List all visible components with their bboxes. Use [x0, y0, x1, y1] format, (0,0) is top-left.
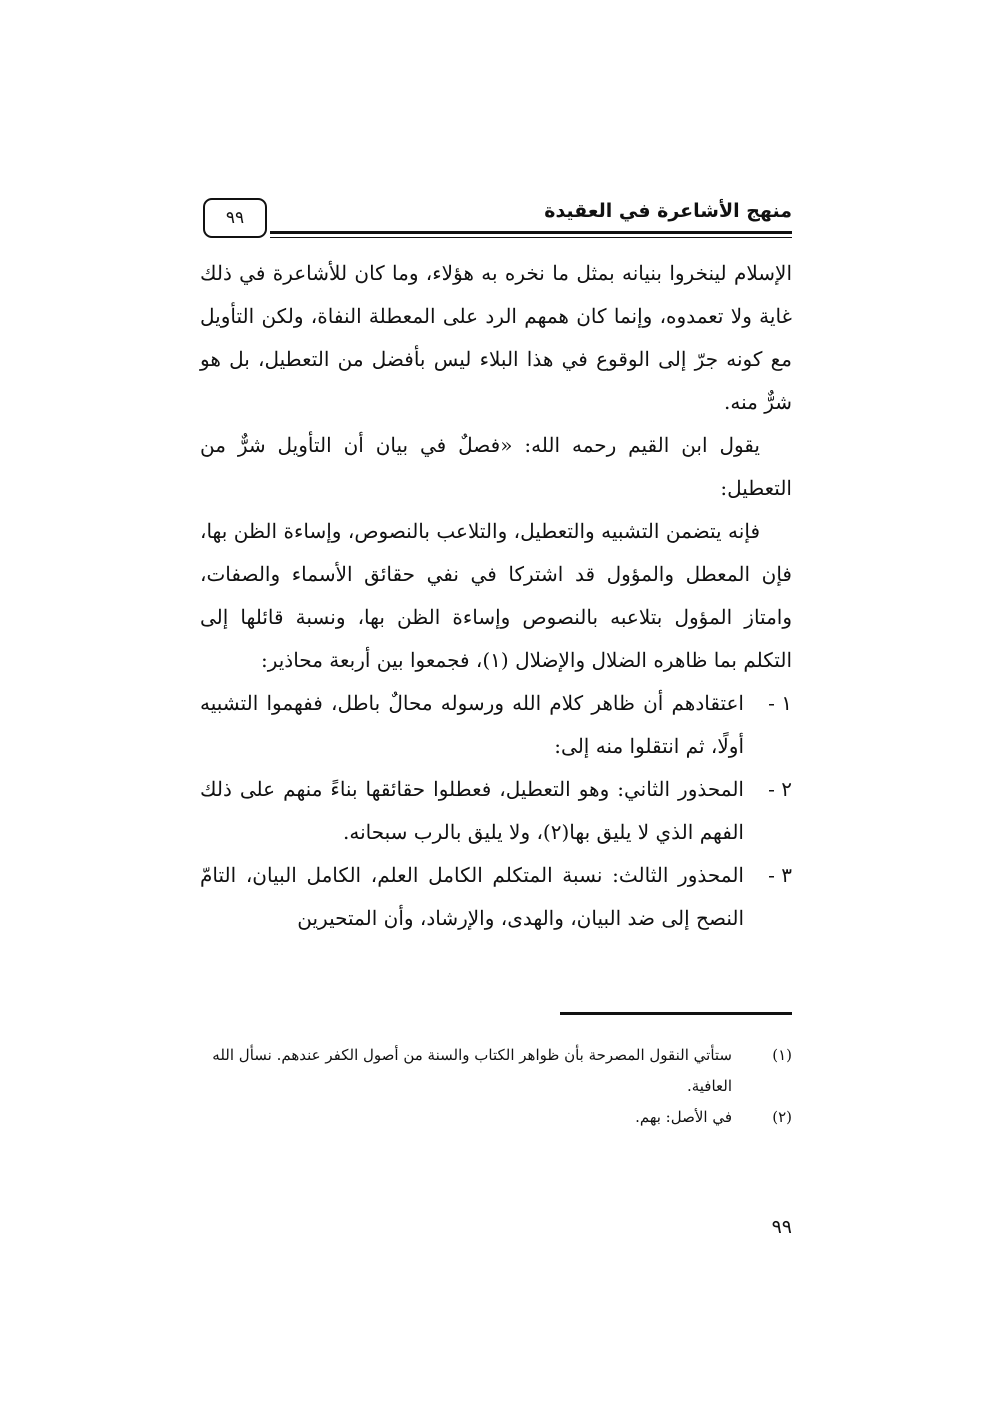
running-header-title: منهج الأشاعرة في العقيدة	[544, 200, 792, 222]
footnote	[200, 1040, 792, 1102]
paragraph-1: الإسلام لينخروا بنيانه بمثل ما نخره به هؤلاء، وما كان للأشاعرة في ذلك غاية ولا تعمدوه، وإنما كان همهم الرد على المعطلة النفاة، ولكن التأويل مع كونه جرّ إلى الوقوع في هذا البلاء ليس بأفضل من التعطيل، بل هو شرٌّ منه.	[200, 261, 792, 414]
footnote-number: (٢)	[772, 1108, 792, 1126]
list-item-text: المحذور الثاني: وهو التعطيل، فعطلوا حقائقها بناءً منهم على ذلك الفهم الذي لا يليق بها(٢)، ولا يليق بالرب سبحانه.	[200, 777, 744, 844]
header-rule	[270, 231, 792, 238]
list-item-number: ٢ -	[768, 777, 792, 801]
list-item-text: المحذور الثالث: نسبة المتكلم الكامل العلم، الكامل البيان، التامّ النصح إلى ضد البيان، والهدى، والإرشاد، وأن المتحيرين	[200, 863, 744, 930]
list-item-number: ١ -	[768, 691, 792, 715]
footnotes	[200, 1040, 792, 1133]
list-item	[200, 854, 792, 940]
footnote-text: في الأصل: بهم.	[635, 1108, 732, 1126]
list-item-number: ٣ -	[768, 863, 792, 887]
footnote-separator	[560, 1012, 792, 1015]
footnote	[200, 1102, 792, 1133]
paragraph-2: يقول ابن القيم رحمه الله: «فصلٌ في بيان أن التأويل شرٌّ من التعطيل:	[200, 433, 792, 500]
paragraph-3: فإنه يتضمن التشبيه والتعطيل، والتلاعب بالنصوص، وإساءة الظن بها، فإن المعطل والمؤول قد اشتركا في نفي حقائق الأسماء والصفات، وامتاز المؤول بتلاعبه بالنصوص وإساءة الظن بها، ونسبة قائلها إلى التكلم بما ظاهره الضلال والإضلال (١)، فجمعوا بين أربعة محاذير:	[200, 519, 792, 672]
list-item	[200, 682, 792, 768]
list-item-text: اعتقادهم أن ظاهر كلام الله ورسوله محالٌ باطل، ففهموا التشبيه أولًا، ثم انتقلوا منه إلى:	[200, 691, 744, 758]
header-page-number-box: ٩٩	[203, 198, 267, 238]
list-item	[200, 768, 792, 854]
footnote-number: (١)	[772, 1046, 792, 1064]
main-text	[200, 252, 792, 940]
page-number: ٩٩	[771, 1216, 792, 1238]
footnote-text: ستأتي النقول المصرحة بأن ظواهر الكتاب والسنة من أصول الكفر عندهم. نسأل الله العافية.	[212, 1046, 732, 1095]
